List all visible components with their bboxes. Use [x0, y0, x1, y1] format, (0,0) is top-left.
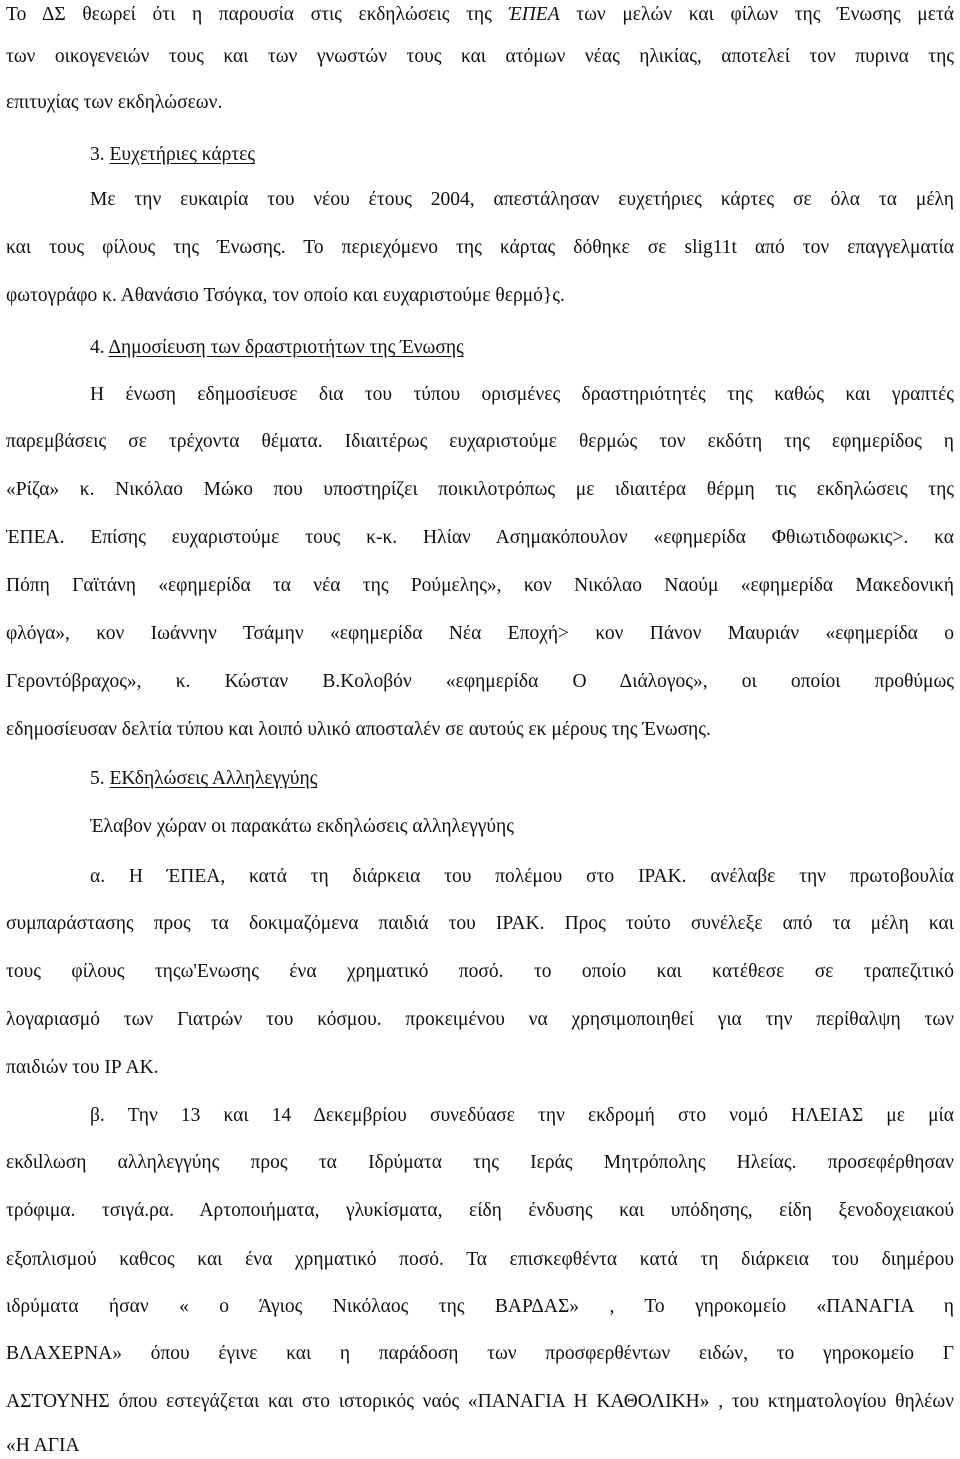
- text-run: ΒΛΑΧΕΡΝΑ» όπου έγινε και η παράδοση των προσφερθέντων ειδών, το γηροκομείο Γ: [6, 1343, 954, 1364]
- text-run: «Ρίζα» κ. Νικόλαο Μώκο που υποστηρίζει ποικιλοτρόπως με ιδιαιτέρα θέρμη τις εκδηλώσεις της: [6, 479, 954, 500]
- text-run: και τους φίλους της Ένωσης. Το περιεχόμενο της κάρτας δόθηκε σε slig11t από τον επαγγελματία: [6, 237, 954, 258]
- text-run: ιδρύματα ήσαν « ο Άγιος Νικόλαος της ΒΑΡΔΑΣ» , Το γηροκομείο «ΠΑΝΑΓΙΑ η: [6, 1296, 954, 1317]
- text-line: [6, 573, 954, 599]
- text-run: φωτογράφο κ. Αθανάσιο Τσόγκα, τον οποίο και ευχαριστούμε θερμό}ς.: [6, 285, 565, 306]
- text-run: Έλαβον χώραν οι παρακάτω εκδηλώσεις αλληλεγγύης: [90, 816, 514, 837]
- text-line: [6, 1341, 954, 1367]
- text-run: παρεμβάσεις σε τρέχοντα θέματα. Ιδιαιτέρως ευχαριστούμε θερμώς τον εκδότη της εφημερίδος η: [6, 431, 954, 452]
- text-run: των μελών και φίλων της Ένωσης μετά: [559, 4, 954, 25]
- text-line: [6, 1007, 954, 1033]
- text-run: α. Η ΈΠΕΑ, κατά τη διάρκεια του πολέμου στο ΙΡΑΚ. ανέλαβε την πρωτοβουλία: [90, 866, 954, 887]
- text-run: των οικογενειών τους και των γνωστών τους και ατόμων νέας ηλικίας, αποτελεί τον πυρινα της: [6, 46, 954, 67]
- text-run: τους φίλους τηςω'Ενωσης ένα χρηματικό ποσό. το οποίο και κατέθεσε σε τραπεζιτικό: [6, 961, 954, 982]
- text-line: [6, 1294, 954, 1320]
- text-line: [6, 911, 954, 937]
- text-run: 5.: [90, 768, 110, 789]
- text-line: [90, 382, 954, 408]
- text-run: εξοπλισμού καθcος και ένα χρηματικό ποσό. Τα επισκεφθέντα κατά τη διάρκεια του διημέρου: [6, 1249, 954, 1270]
- text-run: Η ένωση εδημοσίευσε δια του τύπου ορισμένες δραστηριότητές της καθώς και γραπτές: [90, 384, 954, 405]
- text-line: [6, 90, 954, 116]
- section-heading: [90, 335, 954, 361]
- section-heading: [90, 766, 954, 792]
- text-run: Με την ευκαιρία του νέου έτους 2004, απεστάλησαν ευχετήριες κάρτες σε όλα τα μέλη: [90, 189, 954, 210]
- text-run: Ευχετήριες κάρτες: [109, 144, 256, 165]
- text-line: [6, 477, 954, 503]
- text-line: [6, 669, 954, 695]
- text-run: επιτυχίας των εκδηλώσεων.: [6, 92, 223, 113]
- text-run: τρόφιμα. τσιγά.ρα. Αρτοποιήματα, γλυκίσματα, είδη ένδυσης και υπόδησης, είδη ξενοδοχειακού: [6, 1200, 954, 1221]
- text-run: β. Την 13 και 14 Δεκεμβρίου συνεδύασε την εκδρομή στο νομό ΗΛΕΙΑΣ με μία: [90, 1105, 954, 1126]
- section-heading: [90, 142, 954, 168]
- text-run: Το ΔΣ θεωρεί ότι η παρουσία στις εκδηλώσεις της: [6, 4, 509, 25]
- text-line: [6, 525, 954, 551]
- text-line: [6, 283, 954, 309]
- text-line: [6, 1247, 954, 1273]
- text-run: 3.: [90, 144, 110, 165]
- text-line: [6, 1389, 954, 1415]
- text-line: [90, 1103, 954, 1129]
- text-line: [90, 187, 954, 213]
- text-run: 4.: [90, 337, 109, 358]
- text-line: [6, 959, 954, 985]
- text-line: [6, 717, 954, 743]
- text-line: [6, 2, 954, 28]
- text-run: εδημοσίευσαν δελτία τύπου και λοιπό υλικό αποσταλέν σε αυτούς εκ μέρους της Ένωσης.: [6, 719, 711, 740]
- text-run: συμπαράστασης προς τα δοκιμαζόμενα παιδιά του ΙΡΑΚ. Προς τούτο συνέλεξε από τα μέλη και: [6, 913, 954, 934]
- text-run: εκδιlλωση αλληλεγγύης προς τα Ιδρύματα της Ιεράς Μητρόπολης Ηλείας. προσεφέρθησαν: [6, 1152, 954, 1173]
- text-run: Γεροντόβραχος», κ. Κώσταν Β.Κολοβόν «εφημερίδα Ο Διάλογος», οι οποίοι προθύμως: [6, 671, 954, 692]
- text-run: ΑΣΤΟΥΝΗΣ όπου εστεγάζεται και στο ιστορικός ναός «ΠΑΝΑΓΙΑ Η ΚΑΘΟΛΙΚΗ» , του κτηματολογίου θηλέων: [6, 1391, 954, 1412]
- text-line: [6, 1198, 954, 1224]
- text-run: Δημοσίευση των δραστριοτήτων της Ένωσης: [108, 337, 464, 358]
- text-line: [6, 1055, 954, 1081]
- text-run: ΕΚδηλώσεις Αλληλεγγύης: [109, 768, 318, 789]
- text-line: [6, 621, 954, 647]
- text-line: [90, 864, 954, 890]
- text-run: ΈΠΕΑ: [508, 4, 560, 25]
- text-run: φλόγα», κον Ιωάννην Τσάμην «εφημερίδα Νέα Εποχή> κον Πάνον Μαυριάν «εφημερίδα ο: [6, 623, 954, 644]
- text-run: λογαριασμό των Γιατρών του κόσμου. προκειμένου να χρησιμοποιηθεί για την περίθαλψη των: [6, 1009, 954, 1030]
- text-run: παιδιών του ΙΡ ΑΚ.: [6, 1057, 159, 1078]
- text-run: «Η ΑΓΙΑ: [6, 1435, 80, 1456]
- text-line: [6, 1433, 954, 1459]
- text-line: [90, 814, 954, 840]
- text-line: [6, 1150, 954, 1176]
- text-line: [6, 44, 954, 70]
- text-run: Πόπη Γαϊτάνη «εφημερίδα τα νέα της Ρούμελης», κον Νικόλαο Ναούμ «εφημερίδα Μακεδονική: [6, 575, 954, 596]
- text-line: [6, 235, 954, 261]
- text-run: ΈΠΕΑ. Επίσης ευχαριστούμε τους κ-κ. Ηλίαν Ασημακόπουλον «εφημερίδα Φθιωτιδοφωκις>. κα: [6, 527, 954, 548]
- text-line: [6, 429, 954, 455]
